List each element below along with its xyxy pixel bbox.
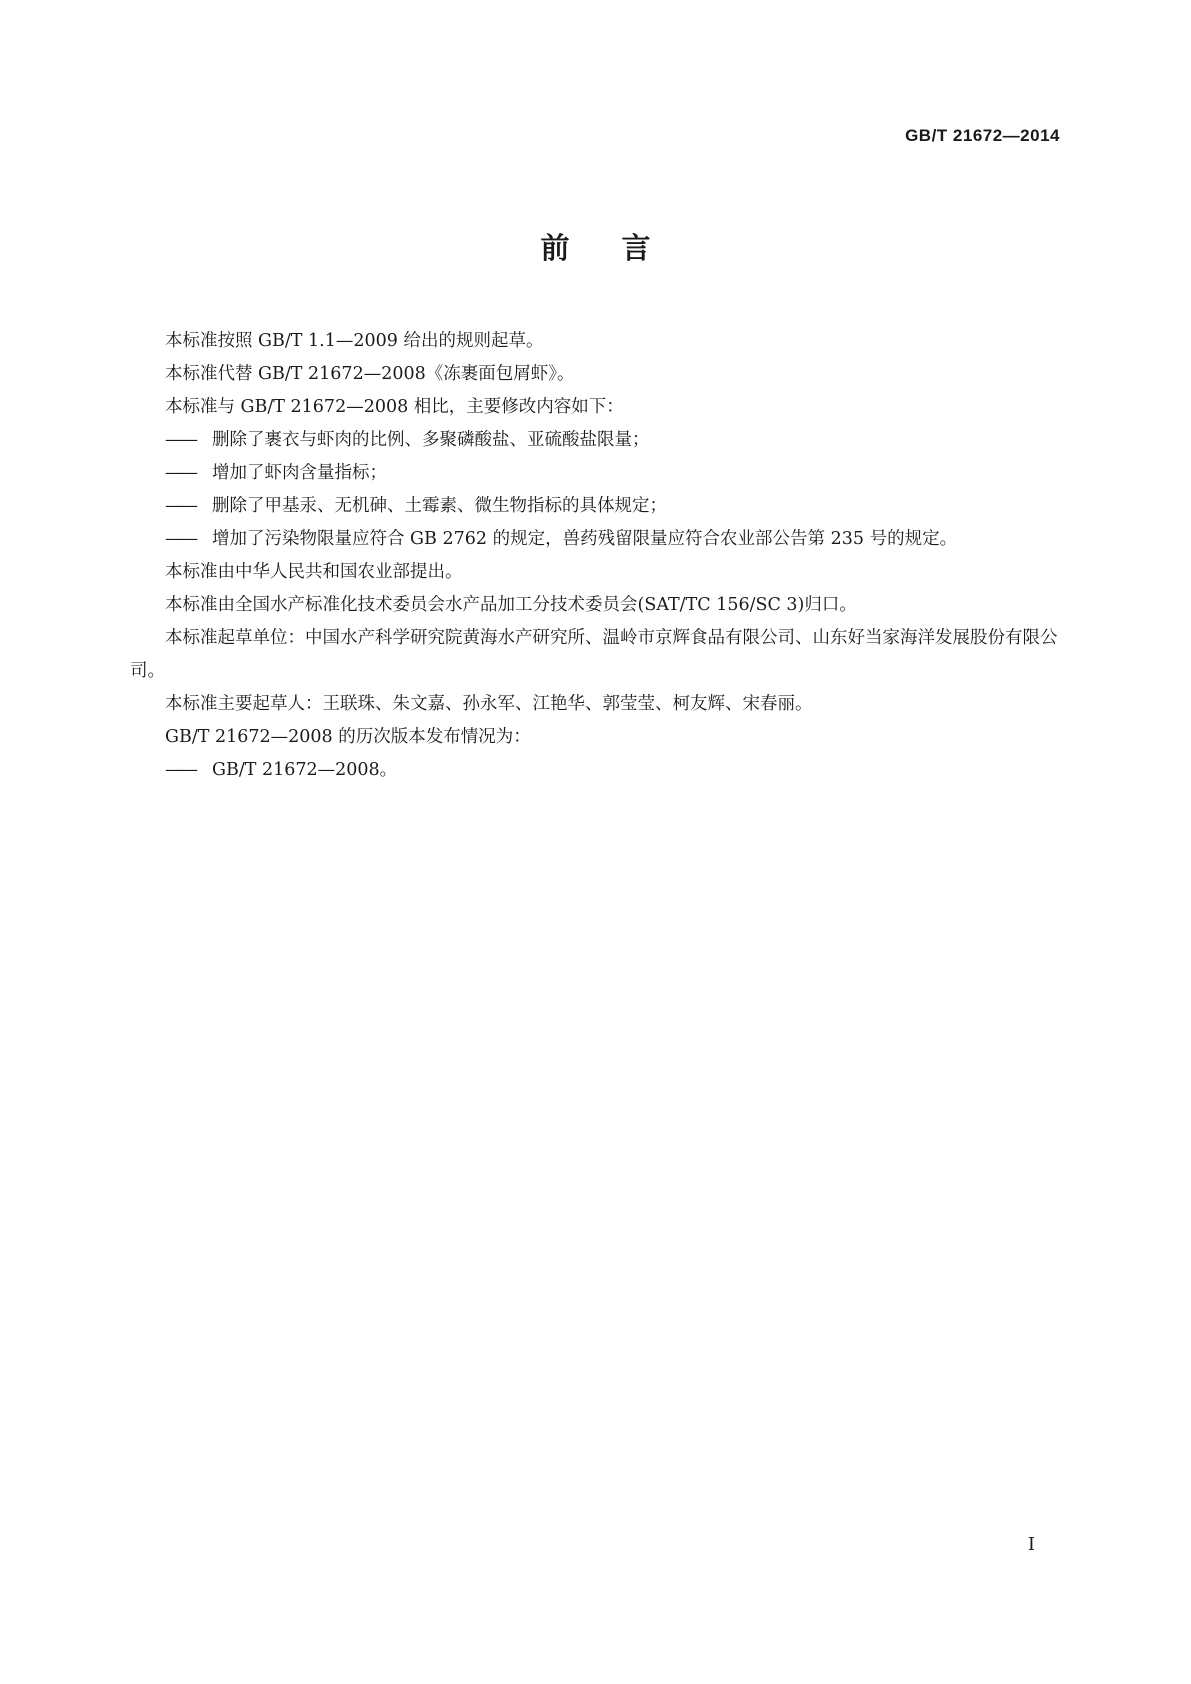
paragraph-drafters: 本标准主要起草人：王联珠、朱文嘉、孙永军、江艳华、郭莹莹、柯友辉、宋春丽。 bbox=[165, 694, 813, 714]
list-item-change-4 bbox=[130, 523, 1063, 556]
list-item-change-3 bbox=[130, 490, 1063, 523]
standard-number: GB/T 21672—2014 bbox=[905, 126, 1060, 145]
dash-marker: —— bbox=[165, 760, 196, 780]
change-text: 删除了裹衣与虾肉的比例、多聚磷酸盐、亚硫酸盐限量； bbox=[212, 430, 650, 450]
paragraph-replaces: 本标准代替 GB/T 21672—2008《冻裹面包屑虾》。 bbox=[165, 364, 575, 384]
change-text: 删除了甲基汞、无机砷、土霉素、微生物指标的具体规定； bbox=[212, 496, 667, 516]
paragraph-managed-by: 本标准由全国水产标准化技术委员会水产品加工分技术委员会(SAT/TC 156/SC 3)归口。 bbox=[165, 595, 857, 615]
list-item-change-2 bbox=[130, 457, 1063, 490]
dash-marker: —— bbox=[165, 430, 196, 450]
dash-marker: —— bbox=[165, 529, 196, 549]
list-item-history bbox=[130, 754, 1063, 787]
page-title: 前言 bbox=[540, 231, 703, 265]
paragraph-history-intro: GB/T 21672—2008 的历次版本发布情况为： bbox=[165, 727, 531, 747]
paragraph-changes-intro: 本标准与 GB/T 21672—2008 相比，主要修改内容如下： bbox=[165, 397, 624, 417]
paragraph-proposed-by: 本标准由中华人民共和国农业部提出。 bbox=[165, 562, 463, 582]
history-text: GB/T 21672—2008。 bbox=[212, 760, 398, 780]
list-item-change-1 bbox=[130, 424, 1063, 457]
page-number: I bbox=[1027, 1534, 1035, 1555]
paragraph-drafting-units: 本标准起草单位：中国水产科学研究院黄海水产研究所、温岭市京辉食品有限公司、山东好当家海洋发展股份有限公司。 bbox=[130, 628, 1058, 681]
dash-marker: —— bbox=[165, 463, 196, 483]
foreword-body bbox=[130, 325, 1063, 787]
dash-marker: —— bbox=[165, 496, 196, 516]
change-text: 增加了污染物限量应符合 GB 2762 的规定，兽药残留限量应符合农业部公告第 235 号的规定。 bbox=[212, 529, 958, 549]
paragraph-drafting-rules: 本标准按照 GB/T 1.1—2009 给出的规则起草。 bbox=[165, 331, 544, 351]
change-text: 增加了虾肉含量指标； bbox=[212, 463, 387, 483]
